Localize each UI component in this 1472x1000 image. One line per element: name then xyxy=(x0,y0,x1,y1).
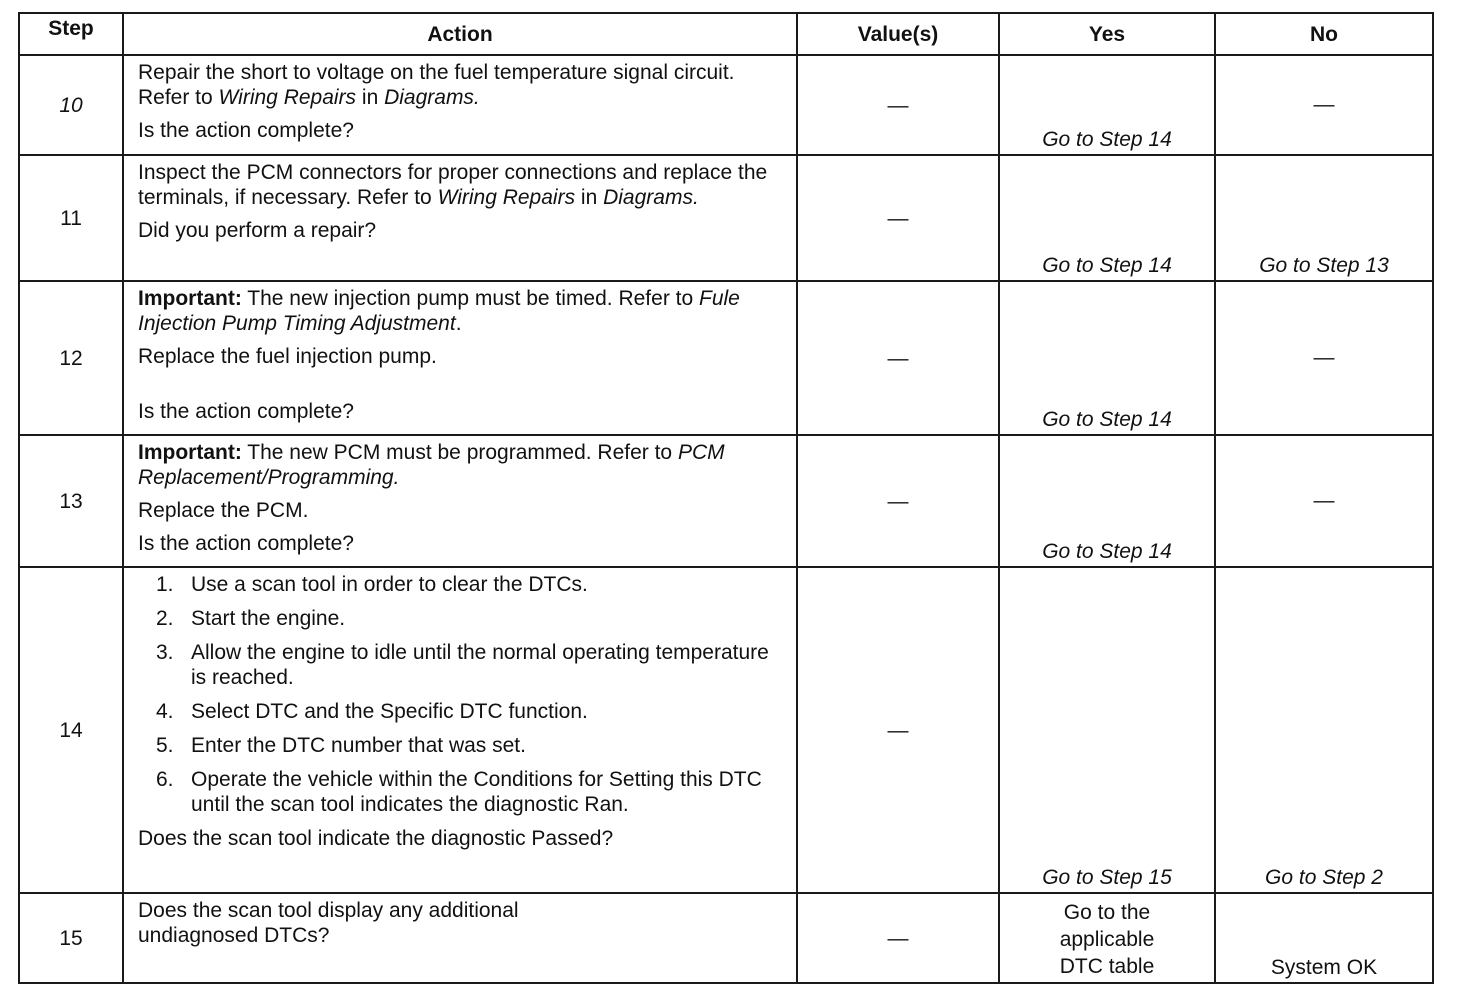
action-question: Is the action complete? xyxy=(138,119,354,142)
no-cell: System OK xyxy=(1215,893,1433,983)
table-row-step-11 xyxy=(19,155,1433,281)
header-step: Step xyxy=(19,13,123,55)
yes-cell: Go to Step 14 xyxy=(999,281,1215,435)
action-instruction: Replace the fuel injection pump. xyxy=(138,345,437,368)
action-cell xyxy=(123,893,797,983)
yes-cell: Go to Step 15 xyxy=(999,567,1215,893)
no-cell: — xyxy=(1215,55,1433,155)
list-item: 3. Allow the engine to idle until the normal operating temperature is reached. xyxy=(156,641,769,689)
table-row-step-13 xyxy=(19,435,1433,567)
header-no: No xyxy=(1215,13,1433,55)
action-cell xyxy=(123,55,797,155)
list-item: 2. Start the engine. xyxy=(156,607,346,630)
action-cell xyxy=(123,155,797,281)
table-header-row xyxy=(19,13,1433,55)
value-cell: — xyxy=(797,567,999,893)
step-number: 12 xyxy=(19,281,123,435)
list-item: 6. Operate the vehicle within the Conditions for Setting this DTC until the scan tool indicates the diagnostic Ran. xyxy=(156,768,762,816)
important-note: Important: The new PCM must be programmed. Refer to PCM Replacement/Programming. xyxy=(138,441,725,489)
procedure-list xyxy=(138,572,786,817)
table-row-step-12 xyxy=(19,281,1433,435)
step-number: 13 xyxy=(19,435,123,567)
no-cell: Go to Step 2 xyxy=(1215,567,1433,893)
action-question: Does the scan tool display any additional undiagnosed DTCs? xyxy=(138,899,519,947)
header-action: Action xyxy=(123,13,797,55)
value-cell: — xyxy=(797,435,999,567)
table-row-step-15 xyxy=(19,893,1433,983)
no-cell: — xyxy=(1215,435,1433,567)
action-instruction: Replace the PCM. xyxy=(138,499,309,522)
action-cell xyxy=(123,567,797,893)
value-cell: — xyxy=(797,155,999,281)
step-number: 14 xyxy=(19,567,123,893)
action-question: Does the scan tool indicate the diagnostic Passed? xyxy=(138,827,614,850)
action-instruction: Repair the short to voltage on the fuel temperature signal circuit. Refer to Wiring Repairs in Diagrams. xyxy=(138,61,735,109)
diagnostic-table xyxy=(18,12,1434,984)
yes-cell: Go to Step 14 xyxy=(999,55,1215,155)
yes-cell: Go to the applicable DTC table xyxy=(999,893,1215,983)
action-question: Is the action complete? xyxy=(138,400,354,423)
action-instruction: Inspect the PCM connectors for proper connections and replace the terminals, if necessary. Refer to Wiring Repairs in Diagrams. xyxy=(138,161,768,209)
header-values: Value(s) xyxy=(797,13,999,55)
value-cell: — xyxy=(797,893,999,983)
step-number: 11 xyxy=(19,155,123,281)
value-cell: — xyxy=(797,55,999,155)
list-item: 5. Enter the DTC number that was set. xyxy=(156,734,526,757)
action-cell xyxy=(123,435,797,567)
no-cell: Go to Step 13 xyxy=(1215,155,1433,281)
action-cell xyxy=(123,281,797,435)
action-question: Is the action complete? xyxy=(138,532,354,555)
important-note: Important: The new injection pump must be timed. Refer to Fule Injection Pump Timing Adjustment. xyxy=(138,287,740,335)
table-row-step-10 xyxy=(19,55,1433,155)
value-cell: — xyxy=(797,281,999,435)
list-item: 1. Use a scan tool in order to clear the DTCs. xyxy=(156,573,588,596)
step-number: 10 xyxy=(19,55,123,155)
action-question: Did you perform a repair? xyxy=(138,219,377,242)
no-cell: — xyxy=(1215,281,1433,435)
list-item: 4. Select DTC and the Specific DTC function. xyxy=(156,700,588,723)
header-yes: Yes xyxy=(999,13,1215,55)
yes-cell: Go to Step 14 xyxy=(999,155,1215,281)
step-number: 15 xyxy=(19,893,123,983)
yes-cell: Go to Step 14 xyxy=(999,435,1215,567)
table-row-step-14 xyxy=(19,567,1433,893)
